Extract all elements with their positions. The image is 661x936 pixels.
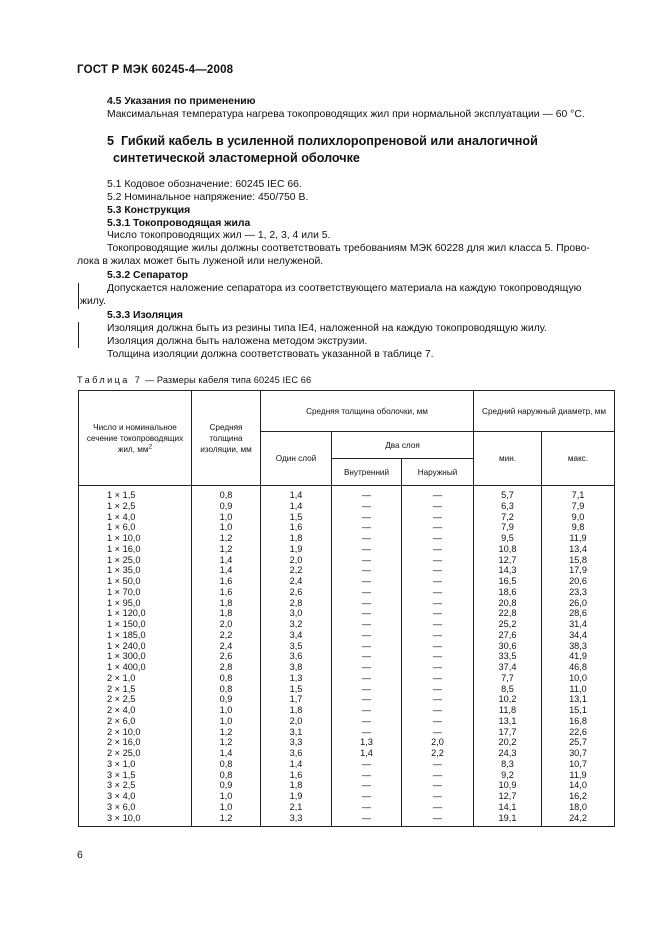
table-row [79, 641, 615, 652]
cell-diameter-max: 11,0 [542, 684, 615, 695]
cell-sheath-inner: — [332, 662, 402, 673]
cell-diameter-min: 33,5 [474, 651, 542, 662]
table-row [79, 748, 615, 759]
cell-diameter-max: 46,8 [542, 662, 615, 673]
table-row [79, 598, 615, 609]
cell-sheath-outer: — [402, 802, 474, 813]
cell-sheath-outer: — [402, 727, 474, 738]
table-row [79, 780, 615, 791]
cell-insulation-thickness: 0,8 [192, 673, 261, 684]
cell-sheath-outer: — [402, 522, 474, 533]
cell-diameter-max: 30,7 [542, 748, 615, 759]
table-row [79, 802, 615, 813]
cell-sheath-inner: — [332, 565, 402, 576]
cell-sheath-single: 1,6 [261, 522, 332, 533]
cell-sheath-outer: — [402, 780, 474, 791]
cell-sheath-inner: — [332, 555, 402, 566]
cell-diameter-min: 19,1 [474, 813, 542, 827]
cell-cores-section: 1 × 10,0 [79, 533, 192, 544]
cell-insulation-thickness: 0,8 [192, 486, 261, 501]
table-row [79, 791, 615, 802]
cell-diameter-min: 11,8 [474, 705, 542, 716]
cell-sheath-outer: — [402, 619, 474, 630]
cell-insulation-thickness: 1,0 [192, 522, 261, 533]
cell-diameter-min: 9,2 [474, 770, 542, 781]
cell-diameter-min: 7,2 [474, 512, 542, 523]
cell-diameter-max: 10,7 [542, 759, 615, 770]
cell-cores-section: 1 × 4,0 [79, 512, 192, 523]
cell-diameter-max: 34,4 [542, 630, 615, 641]
cable-dimensions-table [78, 390, 615, 827]
section-5-number: 5 [107, 134, 115, 148]
clause-5-3-2-heading: 5.3.2 Сепаратор [107, 270, 189, 281]
conductor-text-line2: лока в жилах может быть луженой или нелуженой. [77, 256, 324, 267]
cell-insulation-thickness: 1,4 [192, 748, 261, 759]
cell-insulation-thickness: 1,0 [192, 705, 261, 716]
header-cores-section: Число и номинальное сечение токопроводящих жил, $мм^2$ [79, 391, 192, 486]
cell-sheath-inner: — [332, 651, 402, 662]
section-5-title-line1: Гибкий кабель в усиленной полихлоропреновой или аналогичной [121, 134, 538, 148]
cell-diameter-max: 22,6 [542, 727, 615, 738]
cell-insulation-thickness: 1,2 [192, 727, 261, 738]
cell-sheath-single: 3,6 [261, 651, 332, 662]
header-single-layer: Один слой [261, 432, 332, 486]
cell-insulation-thickness: 1,8 [192, 608, 261, 619]
cell-cores-section: 3 × 1,0 [79, 759, 192, 770]
cell-sheath-single: 1,9 [261, 791, 332, 802]
cell-sheath-outer: — [402, 533, 474, 544]
cell-sheath-single: 1,3 [261, 673, 332, 684]
header-inner: Внутренний [332, 459, 402, 486]
cell-sheath-inner: — [332, 630, 402, 641]
cell-diameter-min: 27,6 [474, 630, 542, 641]
clause-5-1: 5.1 Кодовое обозначение: 60245 IEC 66. [107, 179, 302, 190]
table-row [79, 608, 615, 619]
section-4-5-heading: 4.5 Указания по применению [107, 96, 256, 107]
cell-sheath-outer: — [402, 662, 474, 673]
cell-insulation-thickness: 0,9 [192, 694, 261, 705]
cell-diameter-max: 31,4 [542, 619, 615, 630]
table-row [79, 486, 615, 501]
cell-sheath-outer: — [402, 544, 474, 555]
cell-diameter-min: 10,8 [474, 544, 542, 555]
header-sheath-thickness: Средняя толщина оболочки, мм [261, 391, 474, 432]
cell-cores-section: 1 × 400,0 [79, 662, 192, 673]
cell-diameter-min: 20,2 [474, 737, 542, 748]
cell-insulation-thickness: 0,8 [192, 684, 261, 695]
cell-cores-section: 1 × 25,0 [79, 555, 192, 566]
cell-cores-section: 2 × 6,0 [79, 716, 192, 727]
cell-insulation-thickness: 1,0 [192, 512, 261, 523]
cell-cores-section: 2 × 10,0 [79, 727, 192, 738]
cell-cores-section: 1 × 300,0 [79, 651, 192, 662]
table-row [79, 813, 615, 827]
cell-sheath-single: 3,3 [261, 737, 332, 748]
cell-cores-section: 1 × 120,0 [79, 608, 192, 619]
cell-diameter-min: 12,7 [474, 791, 542, 802]
cell-sheath-single: 1,6 [261, 770, 332, 781]
header-insulation-thickness: Средняя толщина изоляции, мм [192, 391, 261, 486]
cell-diameter-min: 17,7 [474, 727, 542, 738]
table-row [79, 770, 615, 781]
cell-sheath-inner: — [332, 587, 402, 598]
cell-insulation-thickness: 1,2 [192, 533, 261, 544]
table-row [79, 565, 615, 576]
header-outer: Наружный [402, 459, 474, 486]
cell-sheath-inner: — [332, 813, 402, 827]
clause-5-3-1-heading: 5.3.1 Токопроводящая жила [107, 218, 251, 229]
table-row [79, 501, 615, 512]
cell-sheath-inner: 1,3 [332, 737, 402, 748]
cell-sheath-inner: — [332, 694, 402, 705]
cell-sheath-single: 2,6 [261, 587, 332, 598]
page-number: 6 [77, 849, 83, 861]
insulation-text-2: Изоляция должна быть наложена методом экструзии. [107, 336, 368, 347]
table-caption-title: — Размеры кабеля типа 60245 IEC 66 [144, 375, 312, 385]
cell-cores-section: 1 × 150,0 [79, 619, 192, 630]
cell-sheath-outer: — [402, 630, 474, 641]
cell-cores-section: 2 × 1,0 [79, 673, 192, 684]
cell-diameter-max: 13,4 [542, 544, 615, 555]
cell-sheath-outer: — [402, 608, 474, 619]
section-4-5-text: Максимальная температура нагрева токопроводящих жил при нормальной эксплуатации — 60 °С. [107, 109, 585, 120]
cell-sheath-single: 1,7 [261, 694, 332, 705]
cell-cores-section: 1 × 185,0 [79, 630, 192, 641]
cell-diameter-min: 10,2 [474, 694, 542, 705]
table-row [79, 576, 615, 587]
cell-insulation-thickness: 1,6 [192, 576, 261, 587]
cell-diameter-min: 12,7 [474, 555, 542, 566]
cell-diameter-max: 10,0 [542, 673, 615, 684]
cell-diameter-min: 9,5 [474, 533, 542, 544]
cell-sheath-outer: 2,0 [402, 737, 474, 748]
cell-sheath-inner: — [332, 598, 402, 609]
cell-cores-section: 3 × 10,0 [79, 813, 192, 827]
cell-sheath-single: 2,0 [261, 555, 332, 566]
insulation-text-1: Изоляция должна быть из резины типа IE4, наложенной на каждую токопроводящую жилу. [107, 323, 547, 334]
cell-diameter-min: 18,6 [474, 587, 542, 598]
cell-sheath-single: 2,1 [261, 802, 332, 813]
cell-sheath-inner: — [332, 802, 402, 813]
cell-diameter-max: 14,0 [542, 780, 615, 791]
table-row [79, 662, 615, 673]
cell-sheath-single: 1,4 [261, 759, 332, 770]
table-row [79, 522, 615, 533]
cell-sheath-outer: — [402, 651, 474, 662]
cell-sheath-inner: — [332, 684, 402, 695]
cell-diameter-max: 7,9 [542, 501, 615, 512]
insulation-text-3: Толщина изоляции должна соответствовать указанной в таблице 7. [107, 349, 434, 360]
cell-sheath-single: 3,1 [261, 727, 332, 738]
cell-sheath-outer: — [402, 641, 474, 652]
table-row [79, 512, 615, 523]
cell-cores-section: 3 × 6,0 [79, 802, 192, 813]
cell-diameter-min: 10,9 [474, 780, 542, 791]
cell-diameter-min: 14,1 [474, 802, 542, 813]
table-row [79, 673, 615, 684]
cell-cores-section: 3 × 1,5 [79, 770, 192, 781]
cell-diameter-max: 25,7 [542, 737, 615, 748]
cell-sheath-outer: — [402, 598, 474, 609]
separator-text-line1: Допускается наложение сепаратора из соответствующего материала на каждую токопроводящую [107, 283, 582, 294]
cell-sheath-single: 1,9 [261, 544, 332, 555]
cell-diameter-min: 22,8 [474, 608, 542, 619]
cell-cores-section: 1 × 1,5 [79, 486, 192, 501]
cell-sheath-single: 1,4 [261, 486, 332, 501]
header-min: мин. [474, 432, 542, 486]
cell-insulation-thickness: 2,6 [192, 651, 261, 662]
cell-sheath-single: 3,4 [261, 630, 332, 641]
header-two-layers: Два слоя [332, 432, 474, 459]
cell-sheath-outer: — [402, 684, 474, 695]
cell-sheath-inner: — [332, 544, 402, 555]
cell-diameter-max: 9,8 [542, 522, 615, 533]
cell-sheath-single: 3,2 [261, 619, 332, 630]
cell-cores-section: 1 × 240,0 [79, 641, 192, 652]
separator-text-line2: жилу. [80, 296, 106, 307]
cell-diameter-min: 7,9 [474, 522, 542, 533]
cell-diameter-min: 7,7 [474, 673, 542, 684]
cell-insulation-thickness: 0,8 [192, 759, 261, 770]
cell-diameter-min: 6,3 [474, 501, 542, 512]
clause-5-3-3-heading: 5.3.3 Изоляция [107, 310, 183, 321]
cell-cores-section: 2 × 16,0 [79, 737, 192, 748]
cell-insulation-thickness: 0,9 [192, 501, 261, 512]
cell-cores-section: 1 × 2,5 [79, 501, 192, 512]
cell-sheath-inner: — [332, 780, 402, 791]
cell-sheath-single: 3,8 [261, 662, 332, 673]
cell-diameter-max: 20,6 [542, 576, 615, 587]
cell-diameter-max: 23,3 [542, 587, 615, 598]
table-row [79, 630, 615, 641]
cell-sheath-single: 2,4 [261, 576, 332, 587]
cell-insulation-thickness: 1,2 [192, 544, 261, 555]
table-row [79, 651, 615, 662]
cell-diameter-max: 18,0 [542, 802, 615, 813]
table-row [79, 727, 615, 738]
cell-diameter-max: 26,0 [542, 598, 615, 609]
cell-diameter-min: 37,4 [474, 662, 542, 673]
cell-sheath-outer: — [402, 555, 474, 566]
cell-diameter-max: 41,9 [542, 651, 615, 662]
cell-diameter-max: 11,9 [542, 533, 615, 544]
cell-sheath-single: 1,5 [261, 512, 332, 523]
cell-sheath-outer: — [402, 791, 474, 802]
cell-sheath-outer: — [402, 770, 474, 781]
cell-sheath-outer: — [402, 673, 474, 684]
cell-sheath-inner: — [332, 641, 402, 652]
table-row [79, 684, 615, 695]
cell-insulation-thickness: 2,8 [192, 662, 261, 673]
cell-diameter-max: 38,3 [542, 641, 615, 652]
cell-insulation-thickness: 1,0 [192, 716, 261, 727]
header-outer-diameter: Средний наружный диаметр, мм [474, 391, 615, 432]
cell-diameter-min: 30,6 [474, 641, 542, 652]
cell-sheath-inner: — [332, 486, 402, 501]
section-5-heading [107, 133, 538, 167]
cell-diameter-min: 13,1 [474, 716, 542, 727]
standard-code: ГОСТ Р МЭК 60245-4—2008 [77, 64, 234, 76]
cell-sheath-outer: — [402, 716, 474, 727]
cell-cores-section: 1 × 16,0 [79, 544, 192, 555]
cell-diameter-min: 16,5 [474, 576, 542, 587]
clause-5-3-heading: 5.3 Конструкция [107, 205, 191, 216]
section-5-title-line2: синтетической эластомерной оболочке [113, 151, 360, 165]
cell-sheath-inner: — [332, 619, 402, 630]
cell-sheath-single: 2,0 [261, 716, 332, 727]
cell-sheath-inner: — [332, 770, 402, 781]
cell-cores-section: 2 × 2,5 [79, 694, 192, 705]
cell-sheath-single: 1,8 [261, 533, 332, 544]
cell-sheath-outer: — [402, 486, 474, 501]
cell-insulation-thickness: 1,4 [192, 565, 261, 576]
cell-insulation-thickness: 1,4 [192, 555, 261, 566]
conductor-count-text: Число токопроводящих жил — 1, 2, 3, 4 или 5. [107, 230, 331, 241]
cell-sheath-outer: — [402, 705, 474, 716]
cell-diameter-min: 8,5 [474, 684, 542, 695]
table-caption [77, 375, 311, 385]
cell-diameter-min: 5,7 [474, 486, 542, 501]
cell-sheath-single: 1,8 [261, 705, 332, 716]
cell-cores-section: 1 × 95,0 [79, 598, 192, 609]
cell-sheath-inner: — [332, 791, 402, 802]
cell-sheath-single: 2,8 [261, 598, 332, 609]
cell-sheath-single: 1,8 [261, 780, 332, 791]
cell-cores-section: 2 × 1,5 [79, 684, 192, 695]
conductor-text-line1: Токопроводящие жилы должны соответствовать требованиям МЭК 60228 для жил класса 5. Прово- [107, 243, 590, 254]
cell-diameter-max: 16,8 [542, 716, 615, 727]
cell-sheath-inner: — [332, 705, 402, 716]
cell-cores-section: 1 × 35,0 [79, 565, 192, 576]
cell-sheath-single: 3,5 [261, 641, 332, 652]
cell-insulation-thickness: 1,0 [192, 802, 261, 813]
cell-diameter-min: 24,3 [474, 748, 542, 759]
cell-sheath-inner: — [332, 533, 402, 544]
table-row [79, 737, 615, 748]
cell-insulation-thickness: 2,0 [192, 619, 261, 630]
cell-diameter-max: 16,2 [542, 791, 615, 802]
cell-cores-section: 1 × 50,0 [79, 576, 192, 587]
cell-cores-section: 3 × 2,5 [79, 780, 192, 791]
cell-insulation-thickness: 1,6 [192, 587, 261, 598]
cell-diameter-min: 14,3 [474, 565, 542, 576]
cell-diameter-max: 11,9 [542, 770, 615, 781]
cell-sheath-single: 2,2 [261, 565, 332, 576]
cell-sheath-outer: — [402, 565, 474, 576]
cell-sheath-outer: — [402, 587, 474, 598]
cell-cores-section: 3 × 4,0 [79, 791, 192, 802]
table-caption-label: Таблица 7 [77, 375, 143, 385]
cell-sheath-inner: 1,4 [332, 748, 402, 759]
table-row [79, 544, 615, 555]
cell-diameter-max: 15,8 [542, 555, 615, 566]
cell-insulation-thickness: 1,2 [192, 813, 261, 827]
cell-insulation-thickness: 1,0 [192, 791, 261, 802]
cell-insulation-thickness: 1,8 [192, 598, 261, 609]
cell-sheath-outer: — [402, 576, 474, 587]
cell-sheath-outer: — [402, 813, 474, 827]
cell-diameter-max: 15,1 [542, 705, 615, 716]
cell-sheath-outer: — [402, 501, 474, 512]
table-row [79, 587, 615, 598]
clause-5-2: 5.2 Номинальное напряжение: 450/750 В. [107, 192, 309, 203]
cell-sheath-outer: — [402, 694, 474, 705]
cell-sheath-inner: — [332, 522, 402, 533]
cell-insulation-thickness: 0,8 [192, 770, 261, 781]
cell-diameter-max: 7,1 [542, 486, 615, 501]
table-row [79, 759, 615, 770]
header-max: макс. [542, 432, 615, 486]
cell-sheath-outer: — [402, 759, 474, 770]
table-row [79, 619, 615, 630]
cell-diameter-max: 9,0 [542, 512, 615, 523]
cell-sheath-inner: — [332, 501, 402, 512]
cell-diameter-max: 28,6 [542, 608, 615, 619]
table-row [79, 533, 615, 544]
cell-sheath-outer: 2,2 [402, 748, 474, 759]
change-bar [78, 283, 79, 309]
cell-sheath-inner: — [332, 576, 402, 587]
cell-diameter-min: 25,2 [474, 619, 542, 630]
cell-diameter-max: 17,9 [542, 565, 615, 576]
cell-sheath-outer: — [402, 512, 474, 523]
table-row [79, 555, 615, 566]
cell-sheath-single: 3,0 [261, 608, 332, 619]
cell-sheath-inner: — [332, 727, 402, 738]
cell-insulation-thickness: 1,2 [192, 737, 261, 748]
cell-insulation-thickness: 2,2 [192, 630, 261, 641]
cell-sheath-single: 1,5 [261, 684, 332, 695]
cell-cores-section: 1 × 6,0 [79, 522, 192, 533]
cell-sheath-single: 3,3 [261, 813, 332, 827]
cell-cores-section: 1 × 70,0 [79, 587, 192, 598]
cell-insulation-thickness: 0,9 [192, 780, 261, 791]
cell-cores-section: 2 × 25,0 [79, 748, 192, 759]
cell-sheath-single: 3,6 [261, 748, 332, 759]
cell-sheath-inner: — [332, 673, 402, 684]
table-body [79, 486, 615, 827]
table-row [79, 716, 615, 727]
cell-diameter-max: 24,2 [542, 813, 615, 827]
change-bar [78, 322, 79, 348]
cell-sheath-inner: — [332, 759, 402, 770]
cell-diameter-min: 20,8 [474, 598, 542, 609]
cell-diameter-max: 13,1 [542, 694, 615, 705]
cell-diameter-min: 8,3 [474, 759, 542, 770]
cell-sheath-single: 1,4 [261, 501, 332, 512]
table-row [79, 694, 615, 705]
cell-sheath-inner: — [332, 512, 402, 523]
cell-insulation-thickness: 2,4 [192, 641, 261, 652]
cell-cores-section: 2 × 4,0 [79, 705, 192, 716]
table-row [79, 705, 615, 716]
cell-sheath-inner: — [332, 608, 402, 619]
cell-sheath-inner: — [332, 716, 402, 727]
